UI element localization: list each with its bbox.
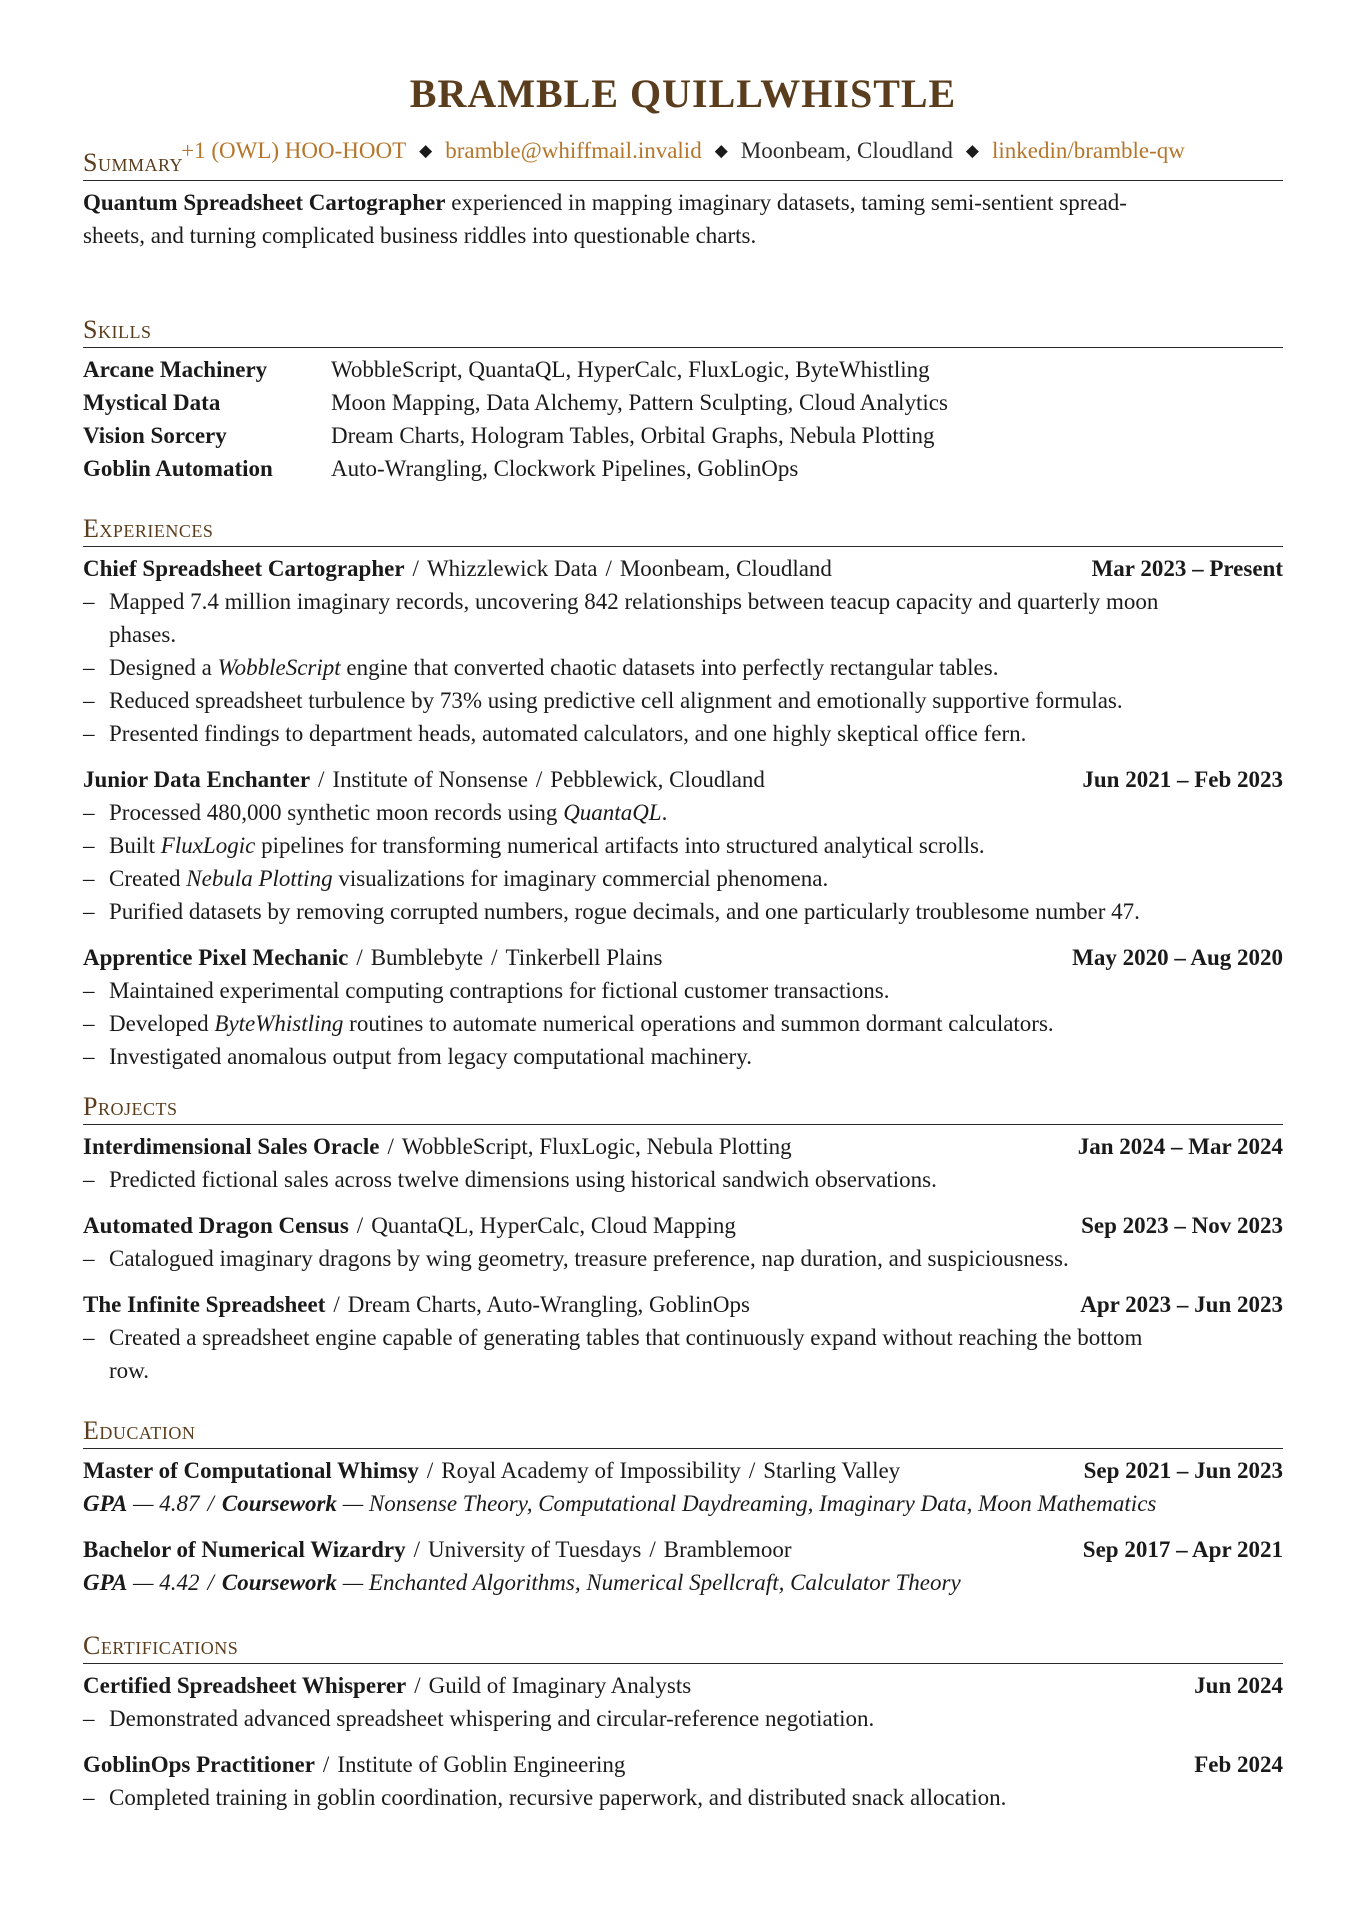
skill-category: Mystical Data	[83, 390, 221, 415]
skill-category: Goblin Automation	[83, 456, 273, 481]
certifications-heading: Certifications	[83, 1631, 1283, 1664]
separator-diamond-icon: ◆	[965, 141, 979, 160]
bullet-item: – Presented findings to department heads, automated calculators, and one highly skeptical office fern.	[83, 717, 1283, 750]
certification-name: GoblinOps Practitioner	[83, 1752, 315, 1777]
job-org: Institute of Nonsense	[332, 767, 528, 792]
bullet-item: – Demonstrated advanced spreadsheet whispering and circular-reference negotiation.	[83, 1702, 1283, 1735]
project-dates: Apr 2023 – Jun 2023	[1080, 1292, 1283, 1317]
bullet-item: – Catalogued imaginary dragons by wing geometry, treasure preference, nap duration, and suspiciousness.	[83, 1242, 1283, 1275]
skill-values: Dream Charts, Hologram Tables, Orbital Graphs, Nebula Plotting	[331, 423, 935, 448]
project-name: The Infinite Spreadsheet	[83, 1292, 326, 1317]
location-text: Moonbeam, Cloudland	[740, 138, 953, 163]
certification-entry: GoblinOps Practitioner / Institute of Goblin Engineering Feb 2024 – Completed training in goblin coordination, recursive paperwork, and distributed snack allocation.	[83, 1748, 1283, 1814]
email-link[interactable]: bramble@whiffmail.invalid	[445, 138, 702, 163]
bullet-item: – Investigated anomalous output from legacy computational machinery.	[83, 1040, 1283, 1073]
summary-text: Quantum Spreadsheet Cartographer experienced in mapping imaginary datasets, taming semi-sentient spread- sheets, and turning complicated business riddles into questionable charts.	[83, 190, 1127, 248]
education-details: GPA — 4.42 / Coursework — Enchanted Algorithms, Numerical Spellcraft, Calculator Theory	[83, 1570, 961, 1595]
bullet-item: – Completed training in goblin coordination, recursive paperwork, and distributed snack allocation.	[83, 1781, 1283, 1814]
school-place: Starling Valley	[763, 1458, 901, 1483]
skills-heading: Skills	[83, 315, 1283, 348]
bullet-item: – Predicted fictional sales across twelve dimensions using historical sandwich observations.	[83, 1163, 1283, 1196]
certification-name: Certified Spreadsheet Whisperer	[83, 1673, 407, 1698]
summary-section	[83, 148, 1283, 252]
linkedin-link[interactable]: linkedin/bramble-qw	[991, 138, 1185, 163]
bullet-item: – Built FluxLogic pipelines for transforming numerical artifacts into structured analytical scrolls.	[83, 829, 1283, 862]
education-dates: Sep 2017 – Apr 2021	[1082, 1537, 1283, 1562]
job-entry: Apprentice Pixel Mechanic / Bumblebyte / Tinkerbell Plains May 2020 – Aug 2020 – Maintained experimental computing contraptions for fictional customer transactions. – Developed ByteWhistling routines to automate numerical operations and summon dormant calculators. – Investigated anomalous output from legacy computational machinery.	[83, 941, 1283, 1073]
job-role: Apprentice Pixel Mechanic	[83, 945, 349, 970]
bullet-item: – Designed a WobbleScript engine that converted chaotic datasets into perfectly rectangular tables.	[83, 651, 1283, 684]
job-role: Junior Data Enchanter	[83, 767, 311, 792]
gpa-value: 4.42	[159, 1570, 200, 1595]
skill-category: Arcane Machinery	[83, 357, 268, 382]
project-dates: Jan 2024 – Mar 2024	[1077, 1134, 1283, 1159]
project-entry: Interdimensional Sales Oracle / WobbleScript, FluxLogic, Nebula Plotting Jan 2024 – Mar 2024 – Predicted fictional sales across twelve dimensions using historical sandwich observations.	[83, 1130, 1283, 1196]
phone-link[interactable]: +1 (OWL) HOO-HOOT	[181, 138, 407, 163]
bullet-item: – Created a spreadsheet engine capable of generating tables that continuously expand without reaching the bottom row.	[83, 1321, 1283, 1387]
bullet-item: – Mapped 7.4 million imaginary records, uncovering 842 relationships between teacup capacity and quarterly moon phases.	[83, 585, 1283, 651]
project-name: Interdimensional Sales Oracle	[83, 1134, 380, 1159]
job-entry: Junior Data Enchanter / Institute of Nonsense / Pebblewick, Cloudland Jun 2021 – Feb 2023 – Processed 480,000 synthetic moon records using QuantaQL. – Built FluxLogic pipelines for transforming numerical artifacts into structured analytical scrolls. – Created Nebula Plotting visualizations for imaginary commercial phenomena. – Purified datasets by removing corrupted numbers, rogue decimals, and one particularly troublesome number 47.	[83, 763, 1283, 928]
project-entry: The Infinite Spreadsheet / Dream Charts, Auto-Wrangling, GoblinOps Apr 2023 – Jun 2023 – Created a spreadsheet engine capable of generating tables that continuously expand without reaching the bottom row.	[83, 1288, 1283, 1387]
job-place: Pebblewick, Cloudland	[550, 767, 765, 792]
education-dates: Sep 2021 – Jun 2023	[1083, 1458, 1283, 1483]
job-org: Whizzlewick Data	[426, 556, 598, 581]
education-section	[83, 1416, 1283, 1599]
coursework-list: Enchanted Algorithms, Numerical Spellcraft, Calculator Theory	[368, 1570, 961, 1595]
job-entry: Chief Spreadsheet Cartographer / Whizzlewick Data / Moonbeam, Cloudland Mar 2023 – Present – Mapped 7.4 million imaginary records, uncovering 842 relationships between teacup capacity and quarterly moon phases. – Designed a WobbleScript engine that converted chaotic datasets into perfectly rectangular tables. – Reduced spreadsheet turbulence by 73% using predictive cell alignment and emotionally supportive formulas. – Presented findings to department heads, automated calculators, and one highly skeptical office fern.	[83, 552, 1283, 750]
skill-values: Auto-Wrangling, Clockwork Pipelines, GoblinOps	[331, 456, 799, 481]
bullet-item: – Processed 480,000 synthetic moon records using QuantaQL.	[83, 796, 1283, 829]
experiences-section	[83, 514, 1283, 1073]
bullet-item: – Developed ByteWhistling routines to automate numerical operations and summon dormant calculators.	[83, 1007, 1283, 1040]
coursework-list: Nonsense Theory, Computational Daydreaming, Imaginary Data, Moon Mathematics	[368, 1491, 1157, 1516]
skills-list	[83, 353, 1283, 485]
experiences-heading: Experiences	[83, 514, 1283, 547]
project-name: Automated Dragon Census	[83, 1213, 349, 1238]
degree-name: Master of Computational Whimsy	[83, 1458, 419, 1483]
education-heading: Education	[83, 1416, 1283, 1449]
school-name: University of Tuesdays	[427, 1537, 642, 1562]
project-tech: QuantaQL, HyperCalc, Cloud Mapping	[371, 1213, 736, 1238]
certification-issuer: Institute of Goblin Engineering	[337, 1752, 626, 1777]
skill-values: Moon Mapping, Data Alchemy, Pattern Sculpting, Cloud Analytics	[331, 390, 948, 415]
bullet-item: – Created Nebula Plotting visualizations for imaginary commercial phenomena.	[83, 862, 1283, 895]
education-details: GPA — 4.87 / Coursework — Nonsense Theory, Computational Daydreaming, Imaginary Data, Moon Mathematics	[83, 1491, 1157, 1516]
education-entry: Master of Computational Whimsy / Royal Academy of Impossibility / Starling Valley Sep 2021 – Jun 2023 GPA — 4.87 / Coursework — Nonsense Theory, Computational Daydreaming, Imaginary Data, Moon Mathematics	[83, 1454, 1283, 1520]
job-dates: Jun 2021 – Feb 2023	[1082, 767, 1283, 792]
bullet-item: – Reduced spreadsheet turbulence by 73% using predictive cell alignment and emotionally supportive formulas.	[83, 684, 1283, 717]
certification-issuer: Guild of Imaginary Analysts	[428, 1673, 692, 1698]
certifications-section	[83, 1631, 1283, 1814]
certification-date: Jun 2024	[1194, 1673, 1283, 1698]
projects-heading: Projects	[83, 1092, 1283, 1125]
job-dates: May 2020 – Aug 2020	[1072, 945, 1283, 970]
summary-role: Quantum Spreadsheet Cartographer	[83, 190, 446, 215]
school-name: Royal Academy of Impossibility	[441, 1458, 741, 1483]
job-org: Bumblebyte	[370, 945, 484, 970]
gpa-value: 4.87	[159, 1491, 200, 1516]
bullet-item: – Maintained experimental computing contraptions for fictional customer transactions.	[83, 974, 1283, 1007]
separator-diamond-icon: ◆	[419, 141, 433, 160]
certification-date: Feb 2024	[1194, 1752, 1283, 1777]
project-tech: Dream Charts, Auto-Wrangling, GoblinOps	[347, 1292, 750, 1317]
education-entry: Bachelor of Numerical Wizardry / University of Tuesdays / Bramblemoor Sep 2017 – Apr 2021 GPA — 4.42 / Coursework — Enchanted Algorithms, Numerical Spellcraft, Calculator Theory	[83, 1533, 1283, 1599]
certification-entry: Certified Spreadsheet Whisperer / Guild of Imaginary Analysts Jun 2024 – Demonstrated advanced spreadsheet whispering and circular-reference negotiation.	[83, 1669, 1283, 1735]
bullet-item: – Purified datasets by removing corrupted numbers, rogue decimals, and one particularly troublesome number 47.	[83, 895, 1283, 928]
skills-section	[83, 315, 1283, 485]
projects-section	[83, 1092, 1283, 1387]
summary-heading: Summary	[83, 148, 1283, 181]
school-place: Bramblemoor	[663, 1537, 792, 1562]
project-tech: WobbleScript, FluxLogic, Nebula Plotting	[401, 1134, 792, 1159]
job-place: Moonbeam, Cloudland	[619, 556, 832, 581]
job-place: Tinkerbell Plains	[505, 945, 663, 970]
skill-category: Vision Sorcery	[83, 423, 227, 448]
candidate-name: BRAMBLE QUILLWHISTLE	[409, 71, 957, 116]
separator-diamond-icon: ◆	[714, 141, 728, 160]
skill-values: WobbleScript, QuantaQL, HyperCalc, FluxLogic, ByteWhistling	[331, 357, 930, 382]
project-dates: Sep 2023 – Nov 2023	[1081, 1213, 1283, 1238]
project-entry: Automated Dragon Census / QuantaQL, HyperCalc, Cloud Mapping Sep 2023 – Nov 2023 – Catalogued imaginary dragons by wing geometry, treasure preference, nap duration, and suspiciousness.	[83, 1209, 1283, 1275]
job-dates: Mar 2023 – Present	[1091, 556, 1283, 581]
degree-name: Bachelor of Numerical Wizardry	[83, 1537, 406, 1562]
job-role: Chief Spreadsheet Cartographer	[83, 556, 405, 581]
